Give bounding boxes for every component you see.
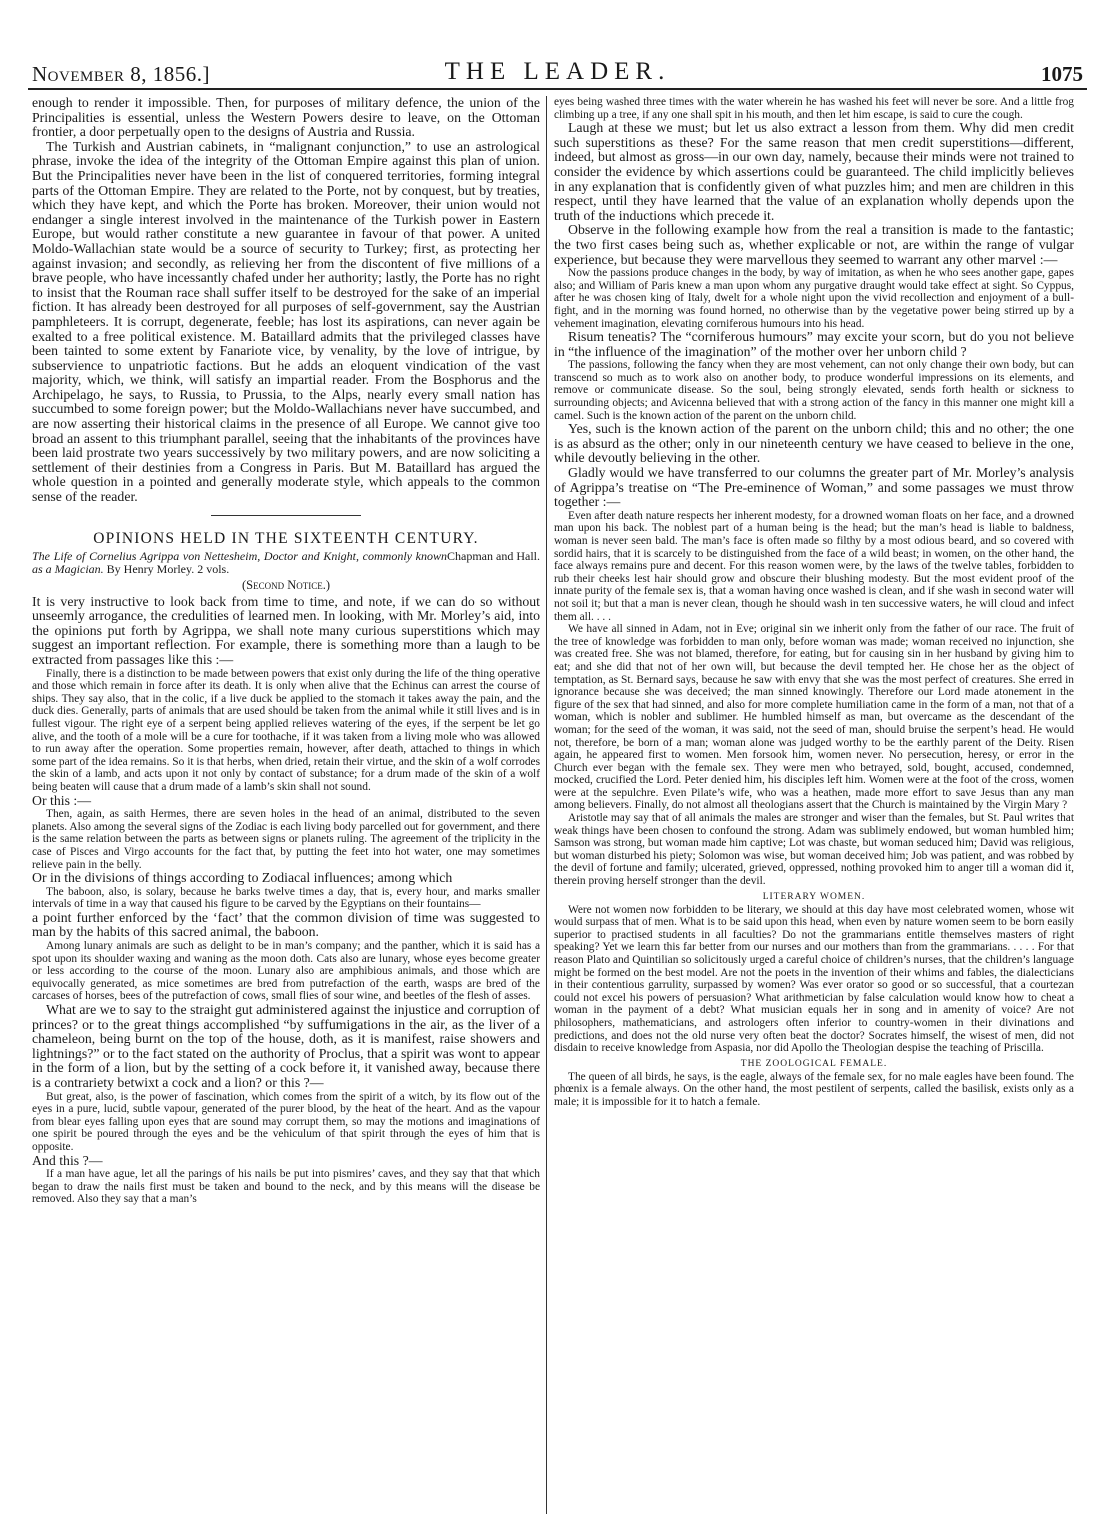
quotation: Now the passions produce changes in the body, by way of imitation, as when he who sees another gape, gapes also; and William of Paris knew a man upon whom any purgative draught would take effect at sight. So Cyppus, after he was chosen king of Italy, dwelt for a whole night upon the vivid recollection and enjoyment of a bull-fight, and in the morning was found horned, no otherwise than by the vegetative power being stirred up by a vehement imagination, elevating corniferous humours into his head. <box>554 267 1074 330</box>
quotation: But great, also, is the power of fascination, which comes from the spirit of a witch, by its flow out of the eyes in a pure, lucid, subtle vapour, generated of the purer blood, by the heat of the heart. And as the vapour from blear eyes falling upon eyes that are sound may corrupt them, so may the motions and imaginations of one spirit be poured through the eyes and be the vehiculum of that spirit through the eyes of him that is opposite. <box>32 1090 540 1153</box>
subheading: LITERARY WOMEN. <box>762 891 866 902</box>
quotation: The passions, following the fancy when they are most vehement, can not only change their own body, but can transcend so much as to work also on another body, to produce wonderful impressions on its elements, and remove or communicate disease. So the soul, being strongly elevated, sends forth health or sickness to surrounding objects; and Avicenna believed that with a strong action of the fancy in this manner one might kill a camel. Such is the known action of the parent on the unborn child. <box>554 359 1074 422</box>
quotation: We have all sinned in Adam, not in Eve; original sin we inherit only from the father of our race. The fruit of the tree of knowledge was forbidden to man only, before woman was made; woman received no injunction, she was created free. She was not blamed, therefore, for eating, but for causing sin in her husband by giving him to eat; and she did that not of her own will, but because the devil tempted her. He chose her as the object of temptation, as St. Bernard says, because he saw with envy that she was the most perfect of creatures. She erred in ignorance because she was deceived; the man sinned knowingly. Therefore our Lord made atonement in the figure of the sex that had sinned, and also for more complete humiliation came in the form of a man, not that of a woman, which is nobler and sublimer. He humbled himself as man, but overcame as the descendant of the woman; for the seed of the woman, it was said, not the seed of man, should bruise the serpent’s head. He would not, therefore, be born of a man; woman alone was judged worthy to be the earthly parent of the Deity. Risen again, he appeared first to women. Men forsook him, women never. No persecution, heresy, or error in the Church ever began with the female sex. They were men who betrayed, sold, bought, accused, condemned, mocked, crucified the Lord. Peter denied him, his disciples left him. Women were at the foot of the cross, women were at the sepulchre. Even Pilate’s wife, who was a heathen, made more effort to save Jesus than any man among believers. Finally, do not almost all theologians assert that the Church is maintained by the Virgin Mary ? <box>554 623 1074 812</box>
section-notice: (Second Notice.) <box>241 577 331 592</box>
quotation: Finally, there is a distinction to be made between powers that exist only during the life of the thing operative and those which remain in force after its death. It is only when alive that the Echinus can arrest the course of ships. They say also, that in the colic, if a live duck be applied to the stomach it takes away the pain, and the duck dies. Generally, parts of animals that are used should be taken from the animal while it still lives and is in fullest vigour. The right eye of a serpent being applied relieves watering of the eyes, if the serpent be let go alive, and the tooth of a mole will be a cure for toothache, if it was taken from a living mole who was allowed to run away after the operation. Some properties remain, however, after death, attached to things in which some part of the idea remains. So it is that herbs, when dried, retain their virtue, and the skin of a wolf corrodes the skin of a lamb, and acts upon it not only by contact of substance; for a drum made of the skin of a wolf being beaten will cause that a drum made of a lamb’s skin shall not sound. <box>32 667 540 793</box>
quotation: Were not women now forbidden to be literary, we should at this day have most celebrated women, whose wit would surpass that of men. What is to be said upon this head, when even by nature women seem to be born easily superior to practised students in all faculties? Do not the grammarians entitle themselves masters of right speaking? Yet we learn this far better from our nurses and our mothers than from the grammarians. . . . . For that reason Plato and Quintilian so solicitously urged a careful choice of children’s nurses, that the children’s language might be formed on the best model. Are not the poets in the invention of their whims and fables, the dialecticians in their contentious garrulity, surpassed by women? Was ever orator so good or so successful, that a courtezan could not excel his powers of persuasion? What arithmetician by false calculation would know how to cheat a woman in the payment of a debt? What musician equals her in song and in amenity of voice? Are not philosophers, mathematicians, and astrologers often inferior to country-women in their divinations and predictions, and does not the old nurse very often beat the doctor? Socrates himself, the wisest of men, did not disdain to receive knowledge from Aspasia, nor did Apollo the Theologian despise the teaching of Priscilla. <box>554 903 1074 1055</box>
paragraph: enough to render it impossible. Then, for purposes of military defence, the union of the Principalities is essential, unless the Western Powers desire to leave, on the Ottoman frontier, a door perpetually open to the designs of Austria and Russia. <box>32 96 540 140</box>
left-column <box>32 96 540 1514</box>
quotation: eyes being washed three times with the water wherein he has washed his feet will never be sore. And a little frog climbing up a tree, if any one shall spit in his mouth, and then let him escape, is said to cure the cough. <box>554 96 1074 121</box>
book-author: By Henry Morley. 2 vols. <box>103 561 230 576</box>
column-rule <box>546 96 547 1514</box>
masthead <box>28 54 1087 90</box>
newspaper-title: THE LEADER. <box>444 58 671 85</box>
paragraph: Risum teneatis? The “corniferous humours” may excite your scorn, but do you not believe in “the influence of the imagination” of the mother over her unborn child ? <box>554 329 1074 359</box>
paragraph: The Turkish and Austrian cabinets, in “malignant conjunction,” to use an astrological phrase, invoke the idea of the integrity of the Ottoman Empire against this plan of union. But the Principalities never have been in the list of conquered territories, forming integral parts of the Ottoman Empire. They are related to the Porte, not by conquest, but by treaties, which they have kept, and which the Porte has broken. Moreover, their union would not endanger a single interest involved in the maintenance of the Turkish power in Eastern Europe, but would rather constitute a new guarantee in favour of that power. A united Moldo-Wallachian state would be a source of security to Turkey; first, as protecting her against invasion; and secondly, as relieving her from the discontent of five millions of a brave people, who have incessantly chafed under her authority; lastly, the Porte has no right to insist that the Rouman race shall suffer itself to be destroyed for the sake of an imperial fiction. It has already been destroyed for all purposes of self-government, say the Austrian pamphleteers. It is corrupt, degenerate, feeble; has lost its aspirations, can never again be exalted to a free political existence. M. Bataillard admits that the privileged classes have been tainted to some extent by Fanariote vice, by venality, by the love of intrigue, by subservience to unpatriotic factions. But he adds an eloquent vindication of the vast majority, which, we think, will satisfy an impartial reader. From the Bosphorus and the Archipelago, he says, to Russia, to Prussia, to the Alps, nearly every small nation has succumbed to some foreign power; but the Moldo-Wallachians never have succumbed, and are now asserting their historical claims in the presence of all Europe. We cannot give too broad an assent to this triumphant parallel, seeing that the inhabitants of the provinces have been laid prostrate two years successively by two military powers, and are now soliciting a settlement of their destinies from a Congress in Paris. But M. Bataillard has argued the whole question in a pointed and generally moderate style, which appeals to the common sense of the reader. <box>32 138 540 505</box>
paragraph: Observe in the following example how from the real a transition is made to the fantastic; the two first cases being such as, whether explicable or not, are within the range of vulgar experience, but because they were marvellous they seemed to warrant any other marvel :— <box>554 222 1074 267</box>
paragraph: Or this :— <box>32 792 92 808</box>
book-publisher: Chapman and Hall. <box>447 548 540 563</box>
paragraph: What are we to say to the straight gut administered against the injustice and corruption of princes? or to the great things accomplished “by suffumigations in the air, as the liver of a chameleon, being burnt on the top of the house, doth, as it is manifest, raise showers and lightnings?” or to the fact stated on the authority of Proclus, that a spirit was wont to appear in the form of a lion, but by the setting of a cock before it, it vanished away, because there is a contrariety betwixt a cock and a lion? or this ?— <box>32 1002 540 1090</box>
section-title: OPINIONS HELD IN THE SIXTEENTH CENTURY. <box>93 529 479 547</box>
quotation: Then, again, as saith Hermes, there are seven holes in the head of an animal, distributed to the seven planets. Also among the several signs of the Zodiac is each living body parcelled out for government, and there is the same relation between the parts as between signs or planets ruling. The agreement of the triplicity in the case of Pisces and Virgo accounts for the fact that, by putting the feet into hot water, one may sometimes relieve pain in the belly. <box>32 808 540 871</box>
paragraph: a point further enforced by the ‘fact’ that the common division of time was suggested to man by the habits of this sacred animal, the baboon. <box>32 909 540 940</box>
right-column <box>554 96 1074 1514</box>
quotation: Aristotle may say that of all animals the males are stronger and wiser than the females, but St. Paul writes that weak things have been chosen to confound the strong. Adam was sublimely endowed, but woman humbled him; Samson was strong, but woman made him captive; Lot was chaste, but woman seduced him; David was religious, but woman disturbed his piety; Solomon was wise, but woman deceived him; Job was patient, and was robbed by the devil of fortune and family; ulcerated, grieved, oppressed, nothing provoked him to anger till a woman did it, therein proving herself stronger than the devil. <box>554 812 1074 888</box>
quotation: Among lunary animals are such as delight to be in man’s company; and the panther, which it is said has a spot upon its shoulder waxing and waning as the moon doth. Cats also are lunary, whose eyes become greater or less according to the course of the moon. Lunary also are amphibious animals, and those which are equivocally generated, as mice sometimes are bred from putrefaction of the earth, wasps are bred of the carcases of horses, bees of the putrefaction of cows, small flies of sour wine, and beetles of the flesh of asses. <box>32 940 540 1003</box>
paragraph: And this ?— <box>32 1152 103 1168</box>
section-divider <box>211 515 361 516</box>
paragraph: Or in the divisions of things according to Zodiacal influences; among which <box>32 870 453 886</box>
issue-date: November 8, 1856.] <box>32 62 210 86</box>
quotation: The baboon, also, is solary, because he barks twelve times a day, that is, every hour, and marks smaller intervals of time in a way that caused his figure to be carved by the Egyptians on their fountains— <box>32 885 540 911</box>
quotation: If a man have ague, let all the parings of his nails be put into pismires’ caves, and they say that that which began to draw the nails first must be taken and bound to the neck, and by this means will the disease be removed. Also they say that a man’s <box>32 1168 540 1206</box>
subheading: THE ZOOLOGICAL FEMALE. <box>740 1058 888 1069</box>
book-citation <box>32 550 540 576</box>
paragraph: Laugh at these we must; but let us also extract a lesson from them. Why did men credit such superstitions as these? For the same reason that men credit superstitions—different, indeed, but almost as gross—in our own day, namely, because their minds were not trained to consider the evidence by which assertions could be guaranteed. The child implicitly believes in any explanation that is confidently given of what puzzles him; and men are children in this respect, until they have learned that the value of an explanation wholly depends upon the truth of the inductions which precede it. <box>554 120 1074 223</box>
paragraph: Yes, such is the known action of the parent on the unborn child; this and no other; the one is as absurd as the other; only in our nineteenth century we have ceased to believe in the one, while devoutly believing in the other. <box>554 421 1074 466</box>
paragraph: It is very instructive to look back from time to time, and note, if we can do so without unseemly arrogance, the credulities of learned men. In looking, with Mr. Morley’s aid, into the opinions put forth by Agrippa, we shall note many curious superstitions which may suggest an important reflection. For example, there is something more than a laugh to be extracted from passages like this :— <box>32 593 540 667</box>
paragraph: Gladly would we have transferred to our columns the greater part of Mr. Morley’s analysis of Agrippa’s treatise on “The Pre-eminence of Woman,” and some passages we must throw together :— <box>554 465 1074 510</box>
quotation: The queen of all birds, he says, is the eagle, always of the female sex, for no male eagles have been found. The phœnix is a female always. On the other hand, the most pestilent of serpents, called the basilisk, exists only as a male; it is impossible for it to hatch a female. <box>554 1070 1074 1108</box>
page-number: 1075 <box>1041 62 1083 86</box>
book-title: The Life of Cornelius Agrippa von Nettesheim, Doctor and Knight, commonly known as a Magician. <box>32 548 448 576</box>
quotation: Even after death nature respects her inherent modesty, for a drowned woman floats on her face, and a drowned man upon his back. The noblest part of a human being is the head; but the man’s head is liable to baldness, woman is never seen bald. The man’s face is often made so filthy by a most odious beard, and so covered with sordid hairs, that it is scarcely to be distinguished from the face of a wild beast; in women, on the other hand, the face always remains pure and decent. For this reason women were, by the laws of the twelve tables, forbidden to rub their cheeks lest hair should grow and obscure their blushing modesty. But the most evident proof of the innate purity of the female sex is, that a woman having once washed is clean, and if she wash in second water will not soil it; but that a man is never clean, though he should wash in ten successive waters, he will cloud and infect them all. . . . <box>554 509 1074 623</box>
